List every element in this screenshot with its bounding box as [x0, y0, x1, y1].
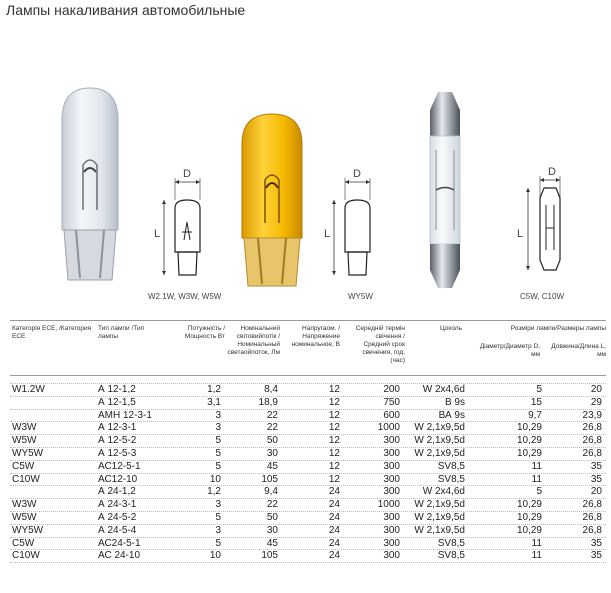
cell-power: 5	[215, 460, 221, 472]
cell-category: WY5W	[12, 447, 44, 459]
cell-category: W5W	[12, 511, 37, 523]
dim-d-label: D	[183, 168, 191, 180]
dim-l-label: L	[517, 228, 524, 240]
cell-base: SV8,5	[437, 460, 465, 472]
cell-voltage: 12	[328, 384, 340, 395]
lamp-specs-table	[10, 320, 606, 563]
cell-flux: 45	[266, 460, 278, 472]
cell-base: В 9s	[444, 396, 465, 408]
header-flux: Номінальний світовийпотік /Номинальный светаойпоток, Лм	[227, 325, 280, 356]
caption-w2-w3-w5: W2.1W, W3W, W5W	[148, 292, 222, 301]
header-life: Середній термін свічення /Средний срок свечения, год.(час)	[355, 325, 405, 364]
cell-voltage: 12	[328, 435, 340, 447]
clear-wedge-bulb-photo	[50, 80, 130, 290]
cell-power: 1,2	[207, 486, 221, 498]
dim-l-label: L	[324, 228, 331, 240]
cell-category: W5W	[12, 435, 37, 447]
wedge-bulb-dimension-drawing	[150, 170, 220, 290]
cell-base: ВА 9s	[438, 409, 465, 421]
table-row	[10, 410, 606, 423]
cell-type: А 12-3-1	[98, 422, 137, 434]
cell-length: 26,8	[582, 499, 602, 511]
cell-type: А 12-1,5	[98, 396, 136, 408]
header-voltage: Напругаом. /Напряжение номинальное, В	[291, 325, 340, 348]
cell-length: 35	[590, 550, 602, 562]
dim-d-label: D	[353, 168, 361, 180]
cell-length: 26,8	[582, 511, 602, 523]
cell-type: А 24-1,2	[98, 486, 136, 498]
cell-life: 600	[383, 409, 400, 421]
cell-power: 3	[215, 409, 221, 421]
dim-l-label: L	[154, 228, 161, 240]
cell-voltage: 24	[328, 499, 340, 511]
cell-voltage: 24	[328, 511, 340, 523]
cell-flux: 9,4	[264, 486, 278, 498]
cell-diameter: 5	[536, 384, 542, 395]
header-category: Категорія ECE, /Категория ECE	[12, 325, 92, 340]
cell-base: SV8,5	[437, 473, 465, 485]
cell-type: А 24-3-1	[98, 499, 137, 511]
caption-c5w-c10w: C5W, C10W	[520, 292, 565, 301]
table-row	[10, 448, 606, 461]
cell-flux: 18,9	[258, 396, 278, 408]
cell-flux: 22	[266, 422, 278, 434]
cell-flux: 105	[261, 473, 278, 485]
cell-diameter: 10,29	[516, 447, 542, 459]
cell-voltage: 24	[328, 486, 340, 498]
cell-flux: 50	[266, 435, 278, 447]
cell-length: 29	[590, 396, 602, 408]
table-row	[10, 435, 606, 448]
cell-life: 200	[383, 384, 400, 395]
cell-length: 26,8	[582, 524, 602, 536]
table-row	[10, 474, 606, 487]
caption-wy5w: WY5W	[348, 292, 373, 301]
cell-life: 300	[383, 435, 400, 447]
cell-type: А 12-5-2	[98, 435, 137, 447]
bulb-figures	[0, 80, 611, 310]
header-length: Довжина/Длина L, мм	[551, 343, 606, 358]
table-row	[10, 384, 606, 397]
cell-voltage: 12	[328, 460, 340, 472]
cell-voltage: 24	[328, 524, 340, 536]
table-row	[10, 422, 606, 435]
cell-diameter: 10,29	[516, 422, 542, 434]
cell-length: 35	[590, 537, 602, 549]
cell-life: 300	[383, 460, 400, 472]
cell-diameter: 9,7	[528, 409, 542, 421]
cell-life: 300	[383, 511, 400, 523]
cell-diameter: 11	[531, 550, 542, 562]
cell-life: 1000	[377, 499, 400, 511]
cell-power: 5	[215, 537, 221, 549]
cell-base: W 2,1x9,5d	[414, 447, 465, 459]
cell-power: 3	[215, 422, 221, 434]
cell-diameter: 10,29	[516, 524, 542, 536]
header-diameter: Діаметр/Диаметр D, мм	[479, 343, 540, 358]
table-spacer	[10, 376, 606, 384]
cell-life: 750	[383, 396, 400, 408]
cell-flux: 45	[266, 537, 278, 549]
cell-length: 35	[590, 460, 602, 472]
cell-category: W3W	[12, 422, 37, 434]
dim-d-label: D	[548, 166, 556, 178]
cell-life: 300	[383, 524, 400, 536]
cell-base: W 2x4,6d	[422, 384, 465, 395]
cell-category: W3W	[12, 499, 37, 511]
page-title: Лампы накаливания автомобильные	[6, 2, 246, 18]
cell-voltage: 24	[328, 550, 340, 562]
cell-length: 26,8	[582, 435, 602, 447]
cell-power: 5	[215, 447, 221, 459]
cell-diameter: 11	[531, 537, 542, 549]
header-dims: Розміри лампи/Размеры лампы	[510, 325, 606, 332]
cell-life: 300	[383, 447, 400, 459]
header-type: Тип лампи /Тип лампы	[98, 325, 145, 340]
table-row	[10, 525, 606, 538]
table-row	[10, 538, 606, 551]
cell-category: WY5W	[12, 524, 44, 536]
cell-power: 5	[215, 511, 221, 523]
header-power: Потужність /Мощность Вт	[184, 325, 225, 340]
cell-flux: 30	[266, 447, 278, 459]
cell-length: 20	[590, 486, 602, 498]
cell-flux: 50	[266, 511, 278, 523]
cell-type: А 12-5-3	[98, 447, 137, 459]
cell-base: W 2,1x9,5d	[414, 422, 465, 434]
cell-length: 26,8	[582, 447, 602, 459]
cell-base: SV8,5	[437, 550, 465, 562]
cell-type: А 24-5-4	[98, 524, 137, 536]
cell-base: W 2,1x9,5d	[414, 511, 465, 523]
cell-type: А 12-1,2	[98, 384, 136, 395]
cell-diameter: 11	[531, 460, 542, 472]
cell-type: АС12-5-1	[98, 460, 141, 472]
cell-flux: 105	[261, 550, 278, 562]
cell-diameter: 15	[530, 396, 542, 408]
cell-type: АС24-5-1	[98, 537, 141, 549]
cell-length: 26,8	[582, 422, 602, 434]
cell-type: АМН 12-3-1	[98, 409, 152, 421]
cell-category: W1.2W	[12, 384, 45, 395]
cell-category: C5W	[12, 460, 35, 472]
cell-base: W 2,1x9,5d	[414, 499, 465, 511]
cell-voltage: 12	[328, 473, 340, 485]
cell-category: C5W	[12, 537, 35, 549]
cell-base: W 2x4,6d	[422, 486, 465, 498]
cell-diameter: 10,29	[516, 499, 542, 511]
cell-power: 1,2	[207, 384, 221, 395]
cell-base: SV8,5	[437, 537, 465, 549]
cell-category: C10W	[12, 550, 40, 562]
cell-flux: 22	[266, 409, 278, 421]
cell-life: 300	[383, 537, 400, 549]
cell-life: 300	[383, 473, 400, 485]
amber-bulb-dimension-drawing	[320, 170, 390, 290]
cell-voltage: 12	[328, 447, 340, 459]
cell-base: W 2,1x9,5d	[414, 524, 465, 536]
cell-voltage: 24	[328, 537, 340, 549]
cell-diameter: 10,29	[516, 511, 542, 523]
cell-type: АС12-10	[98, 473, 138, 485]
cell-voltage: 12	[328, 409, 340, 421]
table-header	[10, 320, 606, 376]
cell-length: 20	[590, 384, 602, 395]
table-row	[10, 512, 606, 525]
table-row	[10, 397, 606, 410]
cell-flux: 30	[266, 524, 278, 536]
cell-power: 3	[215, 524, 221, 536]
cell-type: АС 24-10	[98, 550, 141, 562]
cell-voltage: 12	[328, 422, 340, 434]
table-body	[10, 376, 606, 563]
cell-power: 3	[215, 499, 221, 511]
table-row	[10, 486, 606, 499]
cell-power: 3,1	[207, 396, 221, 408]
cell-flux: 8,4	[264, 384, 278, 395]
header-base: Цоколь	[440, 325, 462, 332]
cell-power: 5	[215, 435, 221, 447]
cell-category: C10W	[12, 473, 40, 485]
cell-length: 23,9	[582, 409, 602, 421]
cell-type: А 24-5-2	[98, 511, 137, 523]
cell-diameter: 11	[531, 473, 542, 485]
cell-base: W 2,1x9,5d	[414, 435, 465, 447]
cell-flux: 22	[266, 499, 278, 511]
cell-life: 300	[383, 486, 400, 498]
cell-voltage: 12	[328, 396, 340, 408]
cell-length: 35	[590, 473, 602, 485]
table-row	[10, 461, 606, 474]
table-row	[10, 550, 606, 563]
cell-life: 300	[383, 550, 400, 562]
festoon-bulb-photo	[420, 90, 470, 290]
cell-diameter: 5	[536, 486, 542, 498]
amber-wedge-bulb-photo	[232, 108, 312, 293]
cell-power: 10	[209, 473, 221, 485]
cell-life: 1000	[377, 422, 400, 434]
cell-diameter: 10,29	[516, 435, 542, 447]
table-row	[10, 499, 606, 512]
cell-power: 10	[209, 550, 221, 562]
